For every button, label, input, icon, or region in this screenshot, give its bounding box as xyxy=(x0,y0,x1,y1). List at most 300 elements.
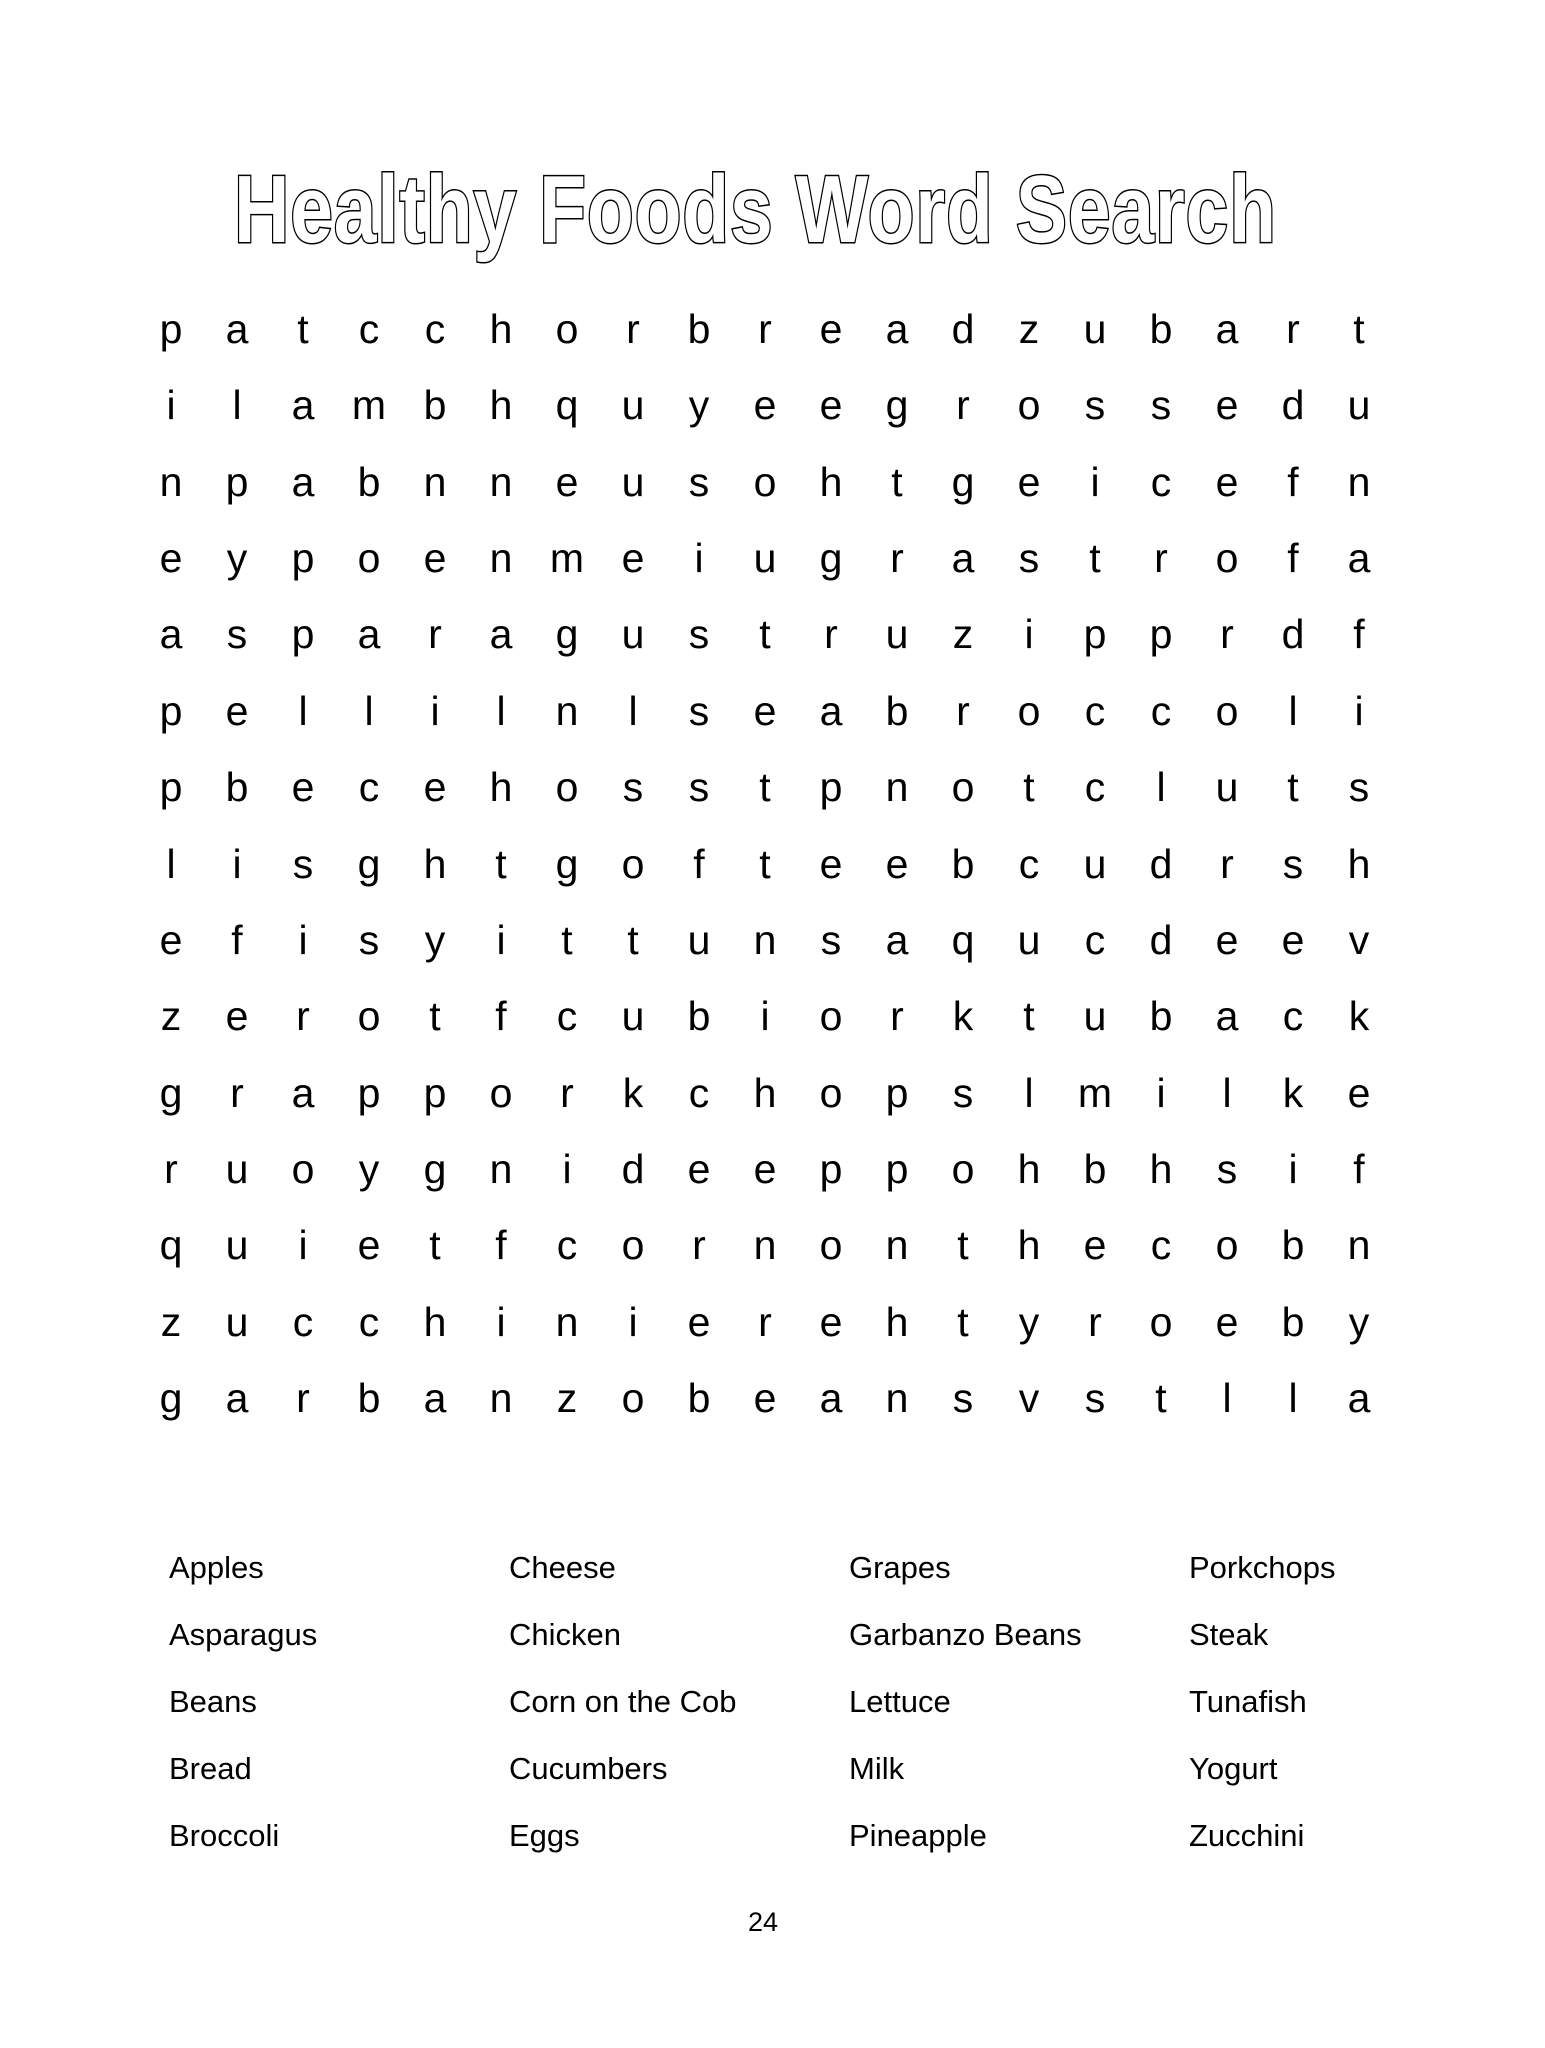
grid-letter[interactable]: h xyxy=(1149,1145,1173,1192)
grid-letter[interactable]: e xyxy=(1215,916,1239,963)
grid-letter[interactable]: y xyxy=(1348,1298,1370,1345)
grid-letter[interactable]: o xyxy=(555,764,579,811)
grid-letter[interactable]: t xyxy=(1287,764,1299,811)
grid-letter[interactable]: r xyxy=(758,1298,772,1345)
grid-letter[interactable]: r xyxy=(560,1069,574,1116)
grid-letter[interactable]: b xyxy=(1281,1298,1305,1345)
grid-letter[interactable]: n xyxy=(753,916,777,963)
grid-letter[interactable]: n xyxy=(1347,458,1371,505)
grid-letter[interactable]: e xyxy=(1281,916,1305,963)
grid-letter[interactable]: r xyxy=(296,993,310,1040)
grid-letter[interactable]: t xyxy=(891,458,903,505)
grid-letter[interactable]: f xyxy=(1287,535,1299,582)
grid-letter[interactable]: l xyxy=(1156,764,1166,811)
grid-letter[interactable]: c xyxy=(292,1298,314,1345)
grid-letter[interactable]: c xyxy=(556,1222,578,1269)
grid-letter[interactable]: c xyxy=(358,306,380,352)
grid-letter[interactable]: i xyxy=(166,382,176,429)
grid-letter[interactable]: o xyxy=(357,993,381,1040)
grid-letter[interactable]: p xyxy=(885,1069,909,1116)
grid-letter[interactable]: e xyxy=(159,916,183,963)
grid-letter[interactable]: i xyxy=(496,1298,506,1345)
grid-letter[interactable]: t xyxy=(297,306,309,352)
grid-letter[interactable]: f xyxy=(495,993,507,1040)
grid-letter[interactable]: z xyxy=(952,611,974,658)
grid-letter[interactable]: r xyxy=(956,382,970,429)
grid-letter[interactable]: l xyxy=(628,687,638,734)
word-list-item: Yogurt xyxy=(1189,1751,1278,1786)
grid-letter[interactable]: e xyxy=(1347,1069,1371,1116)
grid-letter[interactable]: b xyxy=(423,382,447,429)
grid-letter[interactable]: d xyxy=(1281,611,1305,658)
grid-letter[interactable]: r xyxy=(1088,1298,1102,1345)
grid-letter[interactable]: a xyxy=(1215,306,1239,352)
grid-letter[interactable]: e xyxy=(753,1145,777,1192)
grid-letter[interactable]: s xyxy=(292,840,314,887)
grid-letter[interactable]: c xyxy=(1084,916,1106,963)
grid-letter[interactable]: h xyxy=(753,1069,777,1116)
grid-letter[interactable]: o xyxy=(951,764,975,811)
grid-letter[interactable]: s xyxy=(952,1375,974,1422)
grid-letter[interactable]: h xyxy=(423,840,447,887)
grid-letter[interactable]: d xyxy=(621,1145,645,1192)
grid-letter[interactable]: s xyxy=(1282,840,1304,887)
grid-letter[interactable]: n xyxy=(489,535,513,582)
grid-letter[interactable]: o xyxy=(357,535,381,582)
grid-letter[interactable]: h xyxy=(489,764,513,811)
grid-letter[interactable]: m xyxy=(549,535,585,582)
grid-letter[interactable]: s xyxy=(622,764,644,811)
grid-letter[interactable]: a xyxy=(291,458,315,505)
grid-letter[interactable]: u xyxy=(225,1145,249,1192)
grid-letter[interactable]: u xyxy=(621,458,645,505)
grid-letter[interactable]: o xyxy=(621,840,645,887)
grid-letter[interactable]: r xyxy=(890,993,904,1040)
word-list-item: Cheese xyxy=(509,1550,616,1585)
grid-letter[interactable]: u xyxy=(621,611,645,658)
grid-letter[interactable]: y xyxy=(688,382,710,429)
grid-letter[interactable]: e xyxy=(159,535,183,582)
grid-letter[interactable]: s xyxy=(1216,1145,1238,1192)
grid-letter[interactable]: h xyxy=(423,1298,447,1345)
grid-letter[interactable]: o xyxy=(1215,687,1239,734)
grid-letter[interactable]: e xyxy=(819,1298,843,1345)
grid-letter[interactable]: o xyxy=(1017,687,1041,734)
grid-letter[interactable]: e xyxy=(819,306,843,352)
grid-letter[interactable]: r xyxy=(758,306,772,352)
grid-letter[interactable]: e xyxy=(225,993,249,1040)
grid-letter[interactable]: t xyxy=(561,916,573,963)
grid-letter[interactable]: d xyxy=(951,306,975,352)
grid-letter[interactable]: n xyxy=(885,1222,909,1269)
word-list-item: Lettuce xyxy=(849,1684,951,1719)
grid-letter[interactable]: m xyxy=(351,382,387,429)
word-list-item: Garbanzo Beans xyxy=(849,1617,1082,1652)
grid-letter[interactable]: v xyxy=(1018,1375,1040,1422)
grid-letter[interactable]: t xyxy=(429,1222,441,1269)
grid-letter[interactable]: t xyxy=(1353,306,1365,352)
word-list-item: Porkchops xyxy=(1189,1550,1336,1585)
word-list-item: Pineapple xyxy=(849,1818,987,1853)
grid-letter[interactable]: t xyxy=(1089,535,1101,582)
grid-letter[interactable]: b xyxy=(357,1375,381,1422)
grid-letter[interactable]: e xyxy=(687,1145,711,1192)
grid-letter[interactable]: o xyxy=(621,1222,645,1269)
grid-letter[interactable]: n xyxy=(489,1375,513,1422)
grid-letter[interactable]: b xyxy=(1149,306,1173,352)
grid-letter[interactable]: b xyxy=(951,840,975,887)
grid-letter[interactable]: r xyxy=(428,611,442,658)
grid-letter[interactable]: t xyxy=(957,1298,969,1345)
grid-letter[interactable]: c xyxy=(1084,687,1106,734)
grid-letter[interactable]: k xyxy=(1282,1069,1304,1116)
grid-letter[interactable]: t xyxy=(495,840,507,887)
grid-letter[interactable]: h xyxy=(1347,840,1371,887)
grid-letter[interactable]: y xyxy=(1018,1298,1040,1345)
grid-letter[interactable]: s xyxy=(1084,1375,1106,1422)
grid-letter[interactable]: c xyxy=(1282,993,1304,1040)
grid-letter[interactable]: u xyxy=(885,611,909,658)
grid-letter[interactable]: u xyxy=(225,1298,249,1345)
grid-letter[interactable]: l xyxy=(1222,1375,1232,1422)
grid-letter[interactable]: s xyxy=(358,916,380,963)
grid-letter[interactable]: t xyxy=(1023,993,1035,1040)
grid-letter[interactable]: a xyxy=(225,306,249,352)
grid-letter[interactable]: o xyxy=(489,1069,513,1116)
grid-letter[interactable]: b xyxy=(687,1375,711,1422)
grid-letter[interactable]: o xyxy=(1017,382,1041,429)
grid-letter[interactable]: e xyxy=(423,535,447,582)
grid-letter[interactable]: i xyxy=(1288,1145,1298,1192)
grid-letter[interactable]: e xyxy=(555,458,579,505)
grid-letter[interactable]: l xyxy=(1024,1069,1034,1116)
grid-letter[interactable]: g xyxy=(555,840,579,887)
grid-letter[interactable]: a xyxy=(819,687,843,734)
grid-letter[interactable]: b xyxy=(1083,1145,1107,1192)
grid-letter[interactable]: e xyxy=(291,764,315,811)
grid-letter[interactable]: e xyxy=(753,382,777,429)
grid-letter[interactable]: i xyxy=(694,535,704,582)
grid-letter[interactable]: h xyxy=(1017,1222,1041,1269)
grid-letter[interactable]: a xyxy=(885,916,909,963)
grid-letter[interactable]: o xyxy=(1215,535,1239,582)
grid-letter[interactable]: p xyxy=(159,764,183,811)
grid-letter[interactable]: i xyxy=(1090,458,1100,505)
grid-letter[interactable]: h xyxy=(885,1298,909,1345)
grid-letter[interactable]: i xyxy=(430,687,440,734)
grid-letter[interactable]: k xyxy=(1348,993,1370,1040)
grid-letter[interactable]: a xyxy=(159,611,183,658)
grid-letter[interactable]: u xyxy=(1083,993,1107,1040)
grid-letter[interactable]: o xyxy=(819,1069,843,1116)
grid-letter[interactable]: i xyxy=(232,840,242,887)
grid-letter[interactable]: t xyxy=(1155,1375,1167,1422)
grid-letter[interactable]: u xyxy=(1347,382,1371,429)
grid-letter[interactable]: e xyxy=(885,840,909,887)
grid-letter[interactable]: u xyxy=(687,916,711,963)
grid-letter[interactable]: o xyxy=(819,1222,843,1269)
grid-letter[interactable]: o xyxy=(819,993,843,1040)
grid-letter[interactable]: l xyxy=(166,840,176,887)
grid-letter[interactable]: a xyxy=(291,382,315,429)
grid-letter[interactable]: s xyxy=(688,458,710,505)
grid-letter[interactable]: t xyxy=(1023,764,1035,811)
grid-letter[interactable]: i xyxy=(1024,611,1034,658)
grid-letter[interactable]: p xyxy=(1083,611,1107,658)
grid-letter[interactable]: i xyxy=(562,1145,572,1192)
grid-letter[interactable]: p xyxy=(291,535,315,582)
grid-letter[interactable]: i xyxy=(760,993,770,1040)
grid-letter[interactable]: b xyxy=(1149,993,1173,1040)
grid-letter[interactable]: r xyxy=(956,687,970,734)
grid-letter[interactable]: z xyxy=(1018,306,1040,352)
grid-letter[interactable]: s xyxy=(688,764,710,811)
word-list-item: Broccoli xyxy=(169,1818,280,1853)
grid-letter[interactable]: a xyxy=(819,1375,843,1422)
grid-letter[interactable]: a xyxy=(423,1375,447,1422)
grid-letter[interactable]: e xyxy=(1215,382,1239,429)
grid-letter[interactable]: k xyxy=(952,993,974,1040)
grid-letter[interactable]: o xyxy=(291,1145,315,1192)
grid-letter[interactable]: o xyxy=(951,1145,975,1192)
grid-letter[interactable]: t xyxy=(429,993,441,1040)
grid-letter[interactable]: y xyxy=(358,1145,380,1192)
grid-letter[interactable]: q xyxy=(951,916,975,963)
grid-letter[interactable]: a xyxy=(357,611,381,658)
grid-letter[interactable]: a xyxy=(885,306,909,352)
grid-letter[interactable]: e xyxy=(1083,1222,1107,1269)
grid-letter[interactable]: e xyxy=(621,535,645,582)
grid-letter[interactable]: u xyxy=(1083,840,1107,887)
grid-letter[interactable]: h xyxy=(489,382,513,429)
grid-letter[interactable]: g xyxy=(423,1145,447,1192)
grid-letter[interactable]: t xyxy=(759,611,771,658)
grid-letter[interactable]: g xyxy=(555,611,579,658)
grid-letter[interactable]: m xyxy=(1077,1069,1113,1116)
grid-letter[interactable]: i xyxy=(298,1222,308,1269)
grid-letter[interactable]: r xyxy=(1220,840,1234,887)
grid-letter[interactable]: r xyxy=(1286,306,1300,352)
grid-letter[interactable]: i xyxy=(496,916,506,963)
grid-letter[interactable]: p xyxy=(357,1069,381,1116)
grid-letter[interactable]: t xyxy=(957,1222,969,1269)
grid-letter[interactable]: l xyxy=(364,687,374,734)
grid-letter[interactable]: f xyxy=(1353,1145,1365,1192)
grid-letter[interactable]: a xyxy=(1215,993,1239,1040)
grid-letter[interactable]: n xyxy=(159,458,183,505)
grid-letter[interactable]: n xyxy=(1347,1222,1371,1269)
grid-letter[interactable]: g xyxy=(885,382,909,429)
grid-letter[interactable]: z xyxy=(160,1298,182,1345)
grid-letter[interactable]: r xyxy=(890,535,904,582)
grid-letter[interactable]: l xyxy=(232,382,242,429)
grid-letter[interactable]: a xyxy=(1347,1375,1371,1422)
grid-letter[interactable]: d xyxy=(1149,916,1173,963)
grid-letter[interactable]: h xyxy=(489,306,513,352)
word-list-column xyxy=(1189,1534,1529,1869)
grid-letter[interactable]: f xyxy=(1353,611,1365,658)
grid-letter[interactable]: c xyxy=(1150,1222,1172,1269)
grid-letter[interactable]: u xyxy=(225,1222,249,1269)
grid-letter[interactable]: e xyxy=(1215,1298,1239,1345)
grid-letter[interactable]: d xyxy=(1281,382,1305,429)
grid-letter[interactable]: l xyxy=(298,687,308,734)
grid-letter[interactable]: y xyxy=(226,535,248,582)
grid-letter[interactable]: p xyxy=(819,1145,843,1192)
grid-letter[interactable]: l xyxy=(1222,1069,1232,1116)
grid-letter[interactable]: a xyxy=(1347,535,1371,582)
grid-letter[interactable]: c xyxy=(358,1298,380,1345)
grid-letter[interactable]: f xyxy=(693,840,705,887)
grid-letter[interactable]: u xyxy=(621,993,645,1040)
grid-letter[interactable]: e xyxy=(357,1222,381,1269)
grid-letter[interactable]: e xyxy=(1215,458,1239,505)
word-list-item: Grapes xyxy=(849,1550,951,1585)
grid-letter[interactable]: o xyxy=(753,458,777,505)
grid-letter[interactable]: c xyxy=(1150,687,1172,734)
grid-letter[interactable]: c xyxy=(556,993,578,1040)
grid-letter[interactable]: l xyxy=(1288,1375,1298,1422)
grid-letter[interactable]: s xyxy=(1084,382,1106,429)
grid-letter[interactable]: e xyxy=(753,1375,777,1422)
grid-letter[interactable]: c xyxy=(1018,840,1040,887)
grid-letter[interactable]: p xyxy=(159,687,183,734)
grid-letter[interactable]: g xyxy=(159,1375,183,1422)
grid-letter[interactable]: l xyxy=(496,687,506,734)
grid-letter[interactable]: o xyxy=(1149,1298,1173,1345)
grid-letter[interactable]: p xyxy=(885,1145,909,1192)
grid-letter[interactable]: c xyxy=(358,764,380,811)
grid-letter[interactable]: l xyxy=(1288,687,1298,734)
grid-letter[interactable]: u xyxy=(1215,764,1239,811)
grid-letter[interactable]: s xyxy=(1018,535,1040,582)
grid-letter[interactable]: g xyxy=(819,535,843,582)
grid-letter[interactable]: i xyxy=(1354,687,1364,734)
grid-letter[interactable]: q xyxy=(159,1222,183,1269)
grid-letter[interactable]: f xyxy=(231,916,243,963)
word-search-grid xyxy=(138,306,1392,1451)
grid-letter[interactable]: n xyxy=(555,1298,579,1345)
grid-letter[interactable]: s xyxy=(226,611,248,658)
grid-letter[interactable]: p xyxy=(159,306,183,352)
grid-letter[interactable]: r xyxy=(824,611,838,658)
grid-letter[interactable]: e xyxy=(687,1298,711,1345)
grid-letter[interactable]: c xyxy=(1150,458,1172,505)
grid-letter[interactable]: e xyxy=(753,687,777,734)
grid-letter[interactable]: n xyxy=(489,1145,513,1192)
word-list-item: Beans xyxy=(169,1684,257,1719)
grid-letter[interactable]: z xyxy=(556,1375,578,1422)
grid-letter[interactable]: v xyxy=(1348,916,1370,963)
grid-letter[interactable]: f xyxy=(495,1222,507,1269)
grid-letter[interactable]: c xyxy=(688,1069,710,1116)
grid-letter[interactable]: b xyxy=(1281,1222,1305,1269)
grid-letter[interactable]: e xyxy=(225,687,249,734)
grid-letter[interactable]: g xyxy=(951,458,975,505)
grid-letter[interactable]: e xyxy=(423,764,447,811)
grid-letter[interactable]: p xyxy=(291,611,315,658)
grid-letter[interactable]: r xyxy=(1154,535,1168,582)
grid-letter[interactable]: c xyxy=(424,306,446,352)
grid-letter[interactable]: c xyxy=(1084,764,1106,811)
grid-letter[interactable]: r xyxy=(1220,611,1234,658)
grid-letter[interactable]: s xyxy=(1348,764,1370,811)
grid-letter[interactable]: n xyxy=(753,1222,777,1269)
grid-letter[interactable]: z xyxy=(160,993,182,1040)
grid-letter[interactable]: h xyxy=(819,458,843,505)
grid-letter[interactable]: p xyxy=(819,764,843,811)
grid-letter[interactable]: f xyxy=(1287,458,1299,505)
grid-letter[interactable]: e xyxy=(1017,458,1041,505)
grid-letter[interactable]: u xyxy=(1017,916,1041,963)
grid-letter[interactable]: i xyxy=(298,916,308,963)
grid-letter[interactable]: p xyxy=(225,458,249,505)
grid-letter[interactable]: b xyxy=(225,764,249,811)
grid-letter[interactable]: n xyxy=(489,458,513,505)
grid-letter[interactable]: a xyxy=(225,1375,249,1422)
grid-letter[interactable]: g xyxy=(357,840,381,887)
grid-letter[interactable]: r xyxy=(626,306,640,352)
grid-letter[interactable]: r xyxy=(164,1145,178,1192)
grid-letter[interactable]: q xyxy=(555,382,579,429)
grid-letter[interactable]: t xyxy=(627,916,639,963)
word-list-item: Corn on the Cob xyxy=(509,1684,737,1719)
grid-letter[interactable]: a xyxy=(951,535,975,582)
grid-letter[interactable]: i xyxy=(1156,1069,1166,1116)
grid-letter[interactable]: s xyxy=(952,1069,974,1116)
word-list-item: Apples xyxy=(169,1550,264,1585)
grid-letter[interactable]: s xyxy=(820,916,842,963)
grid-letter[interactable]: o xyxy=(621,1375,645,1422)
grid-letter[interactable]: p xyxy=(1149,611,1173,658)
grid-letter[interactable]: n xyxy=(885,1375,909,1422)
grid-letter[interactable]: s xyxy=(1150,382,1172,429)
grid-letter[interactable]: s xyxy=(688,611,710,658)
grid-letter[interactable]: h xyxy=(1017,1145,1041,1192)
grid-letter[interactable]: b xyxy=(357,458,381,505)
grid-letter[interactable]: i xyxy=(628,1298,638,1345)
grid-letter[interactable]: e xyxy=(819,840,843,887)
grid-letter[interactable]: n xyxy=(555,687,579,734)
grid-letter[interactable]: s xyxy=(688,687,710,734)
grid-letter[interactable]: r xyxy=(230,1069,244,1116)
grid-letter[interactable]: u xyxy=(1083,306,1107,352)
grid-letter[interactable]: n xyxy=(423,458,447,505)
grid-letter[interactable]: e xyxy=(819,382,843,429)
grid-letter[interactable]: b xyxy=(687,306,711,352)
grid-letter[interactable]: r xyxy=(692,1222,706,1269)
grid-letter[interactable]: a xyxy=(291,1069,315,1116)
word-list-column xyxy=(509,1534,849,1869)
grid-letter[interactable]: d xyxy=(1149,840,1173,887)
grid-letter[interactable]: y xyxy=(424,916,446,963)
grid-letter[interactable]: o xyxy=(1215,1222,1239,1269)
grid-letter[interactable]: o xyxy=(555,306,579,352)
grid-letter[interactable]: g xyxy=(159,1069,183,1116)
grid-letter[interactable]: t xyxy=(759,840,771,887)
grid-letter[interactable]: u xyxy=(621,382,645,429)
grid-letter[interactable]: t xyxy=(759,764,771,811)
grid-letter[interactable]: k xyxy=(622,1069,644,1116)
grid-letter[interactable]: n xyxy=(885,764,909,811)
grid-letter[interactable]: r xyxy=(296,1375,310,1422)
grid-letter[interactable]: b xyxy=(885,687,909,734)
grid-letter[interactable]: a xyxy=(489,611,513,658)
grid-letter[interactable]: p xyxy=(423,1069,447,1116)
grid-letter[interactable]: b xyxy=(687,993,711,1040)
grid-letter[interactable]: u xyxy=(753,535,777,582)
word-list-column xyxy=(169,1534,509,1869)
